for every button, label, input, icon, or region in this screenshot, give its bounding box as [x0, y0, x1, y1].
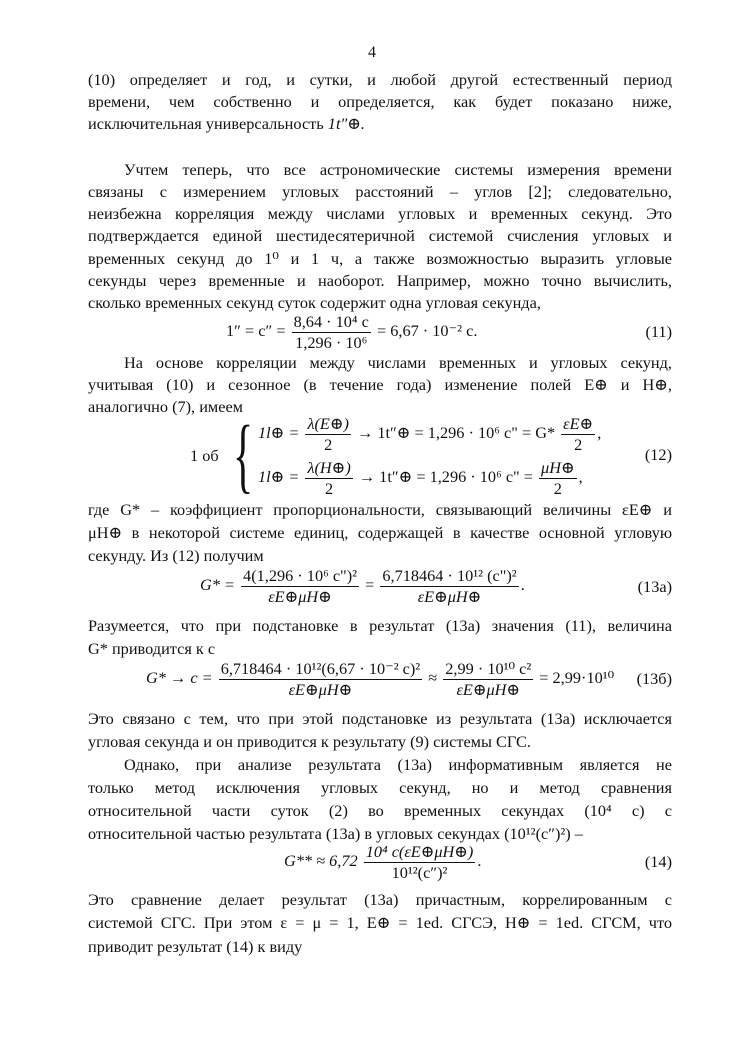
denominator: εE⊕μH⊕: [288, 680, 353, 699]
numerator: 8,64 · 10⁴ c: [293, 312, 369, 331]
eq-rhs: = 6,67 · 10⁻² c.: [376, 321, 478, 341]
eq-end: ,: [578, 467, 583, 487]
text-line: угловая секунда и он приводится к результату (9) системы СГС.: [88, 732, 531, 751]
text-line: только метод исключения угловых секунд, но и метод сравнения: [88, 778, 672, 797]
equals-sign: =: [365, 575, 375, 595]
text-line: учитывая (10) и сезонное (в течение года) изменение полей E⊕ и H⊕,: [88, 375, 672, 394]
text-line: Разумеется, что при подстановке в результат (13а) значения (11), величина: [88, 616, 672, 635]
math-inline: 1t″⊕.: [327, 114, 365, 133]
eq-rhs: = 2,99·10¹⁰: [539, 668, 615, 688]
text-line: На основе корреляции между числами временных и угловых секунд,: [124, 353, 672, 372]
numerator: 10⁴ c(εE⊕μH⊕): [365, 842, 474, 861]
numerator: 6,718464 · 10¹²(6,67 · 10⁻² c)²: [220, 659, 421, 678]
text-line: μH⊕ в некоторой системе единиц, содержащей в качестве основной угловую: [88, 523, 672, 542]
text-line: секунду. Из (12) получим: [88, 546, 264, 565]
denominator: 10¹²(c″)²: [391, 863, 448, 882]
text-line: относительной части суток (2) во временных секундах (10⁴ c) с: [88, 801, 672, 820]
eq-prefix: 1 об: [190, 446, 219, 465]
equation-number: (12): [644, 445, 672, 464]
fraction: [364, 842, 476, 883]
eq-lhs: G* =: [200, 575, 235, 595]
denominator: 2: [324, 435, 333, 454]
denominator: εE⊕μH⊕: [417, 587, 482, 606]
denominator: 2: [574, 435, 583, 454]
denominator: 2: [325, 479, 334, 498]
denominator: 2: [553, 479, 562, 498]
text-line: где G* – коэффициент пропорциональности, связывающий величины εE⊕ и: [88, 500, 672, 519]
text-line: Учтем теперь, что все астрономические системы измерения времени: [124, 160, 672, 179]
fraction: [561, 414, 595, 455]
text-line: G* приводится к c: [88, 639, 216, 658]
period: .: [520, 575, 525, 595]
left-brace: {: [233, 409, 254, 502]
fraction: [305, 414, 350, 455]
equation-number: (13а): [637, 577, 672, 596]
denominator: εE⊕μH⊕: [268, 587, 332, 606]
equation-number: (13б): [636, 669, 672, 688]
text-line: Это связано с тем, что при этой подстановке из результата (13а) исключается: [88, 709, 672, 728]
fraction: [305, 458, 352, 499]
fraction: [241, 566, 359, 607]
fraction: [539, 458, 577, 499]
text-line: временных секунд до 1⁰ и 1 ч, а также возможностью выразить угловые: [88, 249, 672, 268]
numerator: λ(E⊕): [307, 414, 349, 433]
numerator: 4(1,296 · 10⁶ c")²: [243, 566, 358, 585]
eq-lhs: 1l⊕ =: [258, 423, 300, 443]
text-line: секунды через временные и наоборот. Например, можно точно вычислить,: [88, 271, 672, 290]
denominator: 1,296 · 10⁶: [295, 333, 368, 352]
text-line: неизбежна корреляция между числами угловых и временных секунд. Это: [88, 204, 672, 223]
fraction: [380, 566, 518, 607]
fraction: [443, 659, 533, 700]
numerator: λ(H⊕): [307, 458, 351, 477]
text-line: системой СГС. При этом ε = μ = 1, E⊕ = 1ed. СГСЭ, H⊕ = 1ed. СГСМ, что: [88, 913, 672, 932]
text-line: [88, 114, 672, 134]
text-line: времени, чем собственно и определяется, как будет показано ниже,: [88, 92, 672, 111]
text-line: подтверждается единой шестидесятеричной системой счисления угловых и: [88, 226, 672, 245]
eq-row-1: [258, 414, 601, 455]
eq-lhs: 1l⊕ =: [258, 467, 300, 487]
equation-number: (14): [644, 852, 672, 871]
equation-number: (11): [645, 322, 672, 341]
text-line: (10) определяет и год, и сутки, и любой другой естественный период: [88, 70, 672, 89]
numerator: 6,718464 · 10¹² (c")²: [382, 566, 517, 585]
eq-end: ,: [597, 423, 602, 443]
page-number: 4: [368, 44, 376, 61]
numerator: εE⊕: [563, 414, 594, 433]
numerator: 2,99 · 10¹⁰ c²: [445, 659, 532, 678]
text-fragment: исключительная универсальность: [88, 114, 324, 133]
eq-lhs: G** ≈ 6,72: [284, 851, 358, 871]
approx-sign: ≈: [428, 668, 438, 688]
fraction: [219, 659, 423, 700]
text-line: относительной частью результата (13а) в угловых секундах (10¹²(c″)²) –: [88, 824, 583, 843]
text-line: связаны с измерением угловых расстояний – углов [2]; следовательно,: [88, 182, 672, 201]
eq-mid: → 1t″⊕ = 1,296 · 10⁶ c" =: [358, 467, 533, 487]
text-line: сколько временных секунд суток содержит одна угловая секунда,: [88, 293, 541, 312]
text-line: Это сравнение делает результат (13а) причастным, коррелированным с: [88, 890, 672, 909]
numerator: μH⊕: [541, 458, 575, 477]
text-line: приводит результат (14) к виду: [88, 937, 303, 956]
eq-mid: → 1t″⊕ = 1,296 · 10⁶ c" = G*: [357, 423, 556, 443]
eq-lhs: 1″ = c″ =: [226, 321, 286, 341]
text-line: аналогично (7), имеем: [88, 397, 243, 416]
eq-row-2: [258, 458, 583, 499]
text-line: Однако, при анализе результата (13а) информативным является не: [124, 755, 672, 774]
eq-lhs: G* → c =: [146, 668, 213, 688]
denominator: εE⊕μH⊕: [456, 680, 521, 699]
fraction: [292, 312, 371, 353]
period: .: [477, 851, 482, 871]
